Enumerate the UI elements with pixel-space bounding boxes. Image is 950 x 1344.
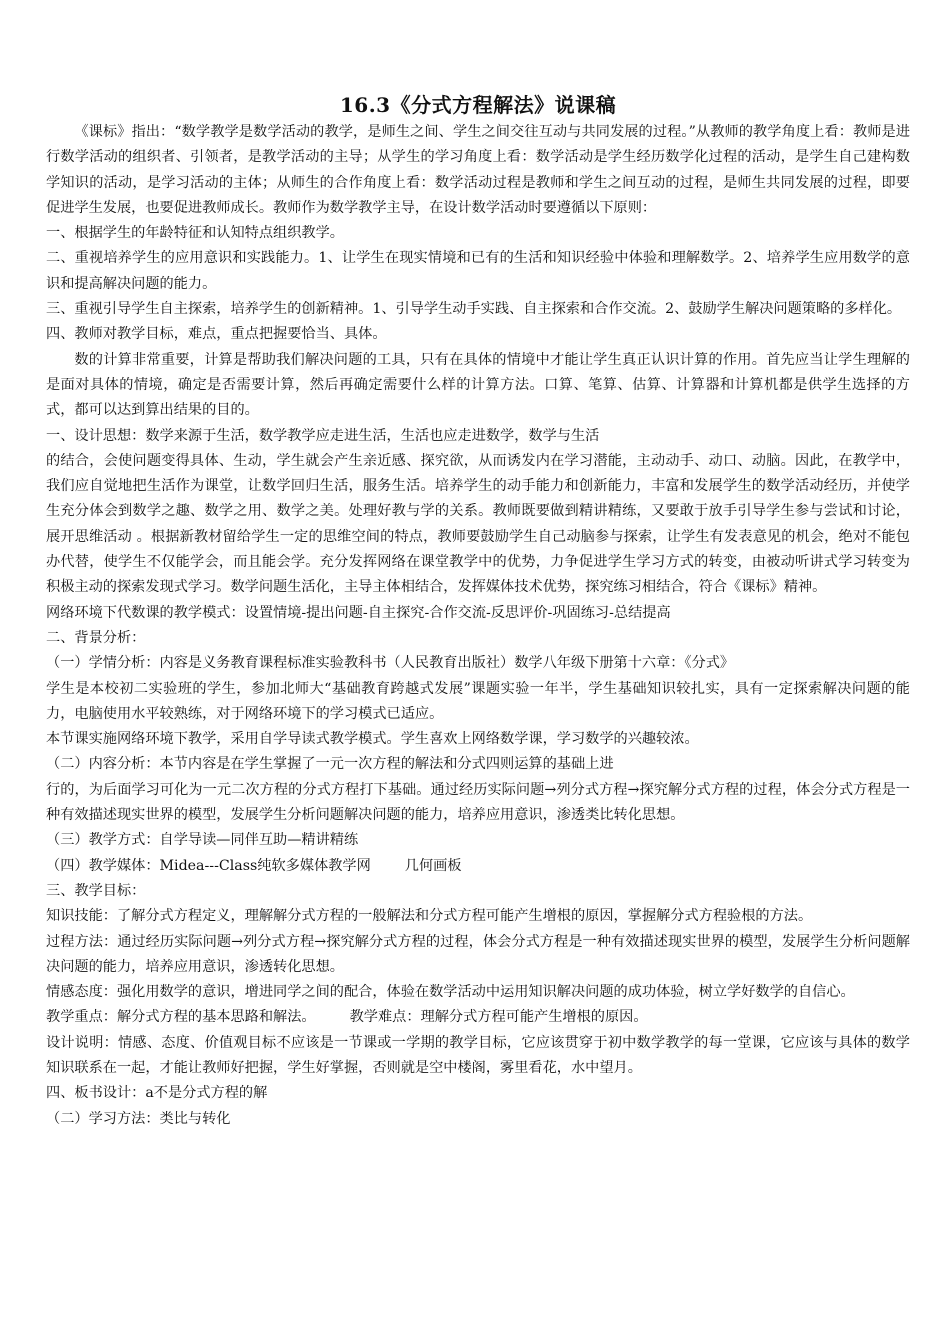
paragraph-teaching-media [46, 854, 910, 879]
paragraph-teaching-method: （三）教学方式：自学导读—同伴互助—精讲精练 [46, 832, 359, 849]
document-title: 16.3《分式方程解法》说课稿 [339, 93, 617, 117]
paragraph-learning-method: （二）学习方法：类比与转化 [46, 1110, 231, 1127]
paragraph-calculation: 数的计算非常重要，计算是帮助我们解决问题的工具，只有在具体的情境中才能让学生真正认识计算的作用。首先应当让学生理解的是面对具体的情境，确定是否需要计算，然后再确定需要什么样的计算方法。口算、笔算、估算、计算器和计算机都是供学生选择的方式，都可以达到算出结果的目的。 [46, 351, 910, 419]
section-board-design: 四、板书设计：a不是分式方程的解 [46, 1085, 268, 1102]
paragraph-content-detail: 行的，为后面学习可化为一元二次方程的分式方程打下基础。通过经历实际问题→列分式方程→探究解分式方程的过程，体会分式方程是一种有效描述现实世界的模型，发展学生分析问题解决问题的能力，培养应用意识，渗透类比转化思想。 [46, 781, 910, 824]
key-point: 教学重点：解分式方程的基本思路和解法。 [46, 1009, 316, 1026]
paragraph-emotion-attitude: 情感态度：强化用数学的意识，增进同学之间的配合，体验在数学活动中运用知识解决问题的成功体验，树立学好数学的自信心。 [46, 984, 855, 1001]
principle-1: 一、根据学生的年龄特征和认知特点组织教学。 [46, 225, 344, 242]
section-design-idea-heading: 一、设计思想：数学来源于生活，数学教学应走进生活，生活也应走进数学，数学与生活 [46, 427, 600, 444]
paragraph-network-teaching: 本节课实施网络环境下教学，采用自学导读式教学模式。学生喜欢上网络数学课，学习数学的兴趣较浓。 [46, 731, 699, 748]
difficult-point: 教学难点：理解分式方程可能产生增根的原因。 [349, 1009, 648, 1026]
paragraph-knowledge-skills: 知识技能：了解分式方程定义，理解解分式方程的一般解法和分式方程可能产生增根的原因，掌握解分式方程验根的方法。 [46, 908, 813, 925]
paragraph-student-analysis: （一）学情分析：内容是义务教育课程标准实验教科书（人民教育出版社）数学八年级下册第十六章：《分式》 [46, 655, 735, 672]
paragraph-curriculum-standard: 《课标》指出：“数学教学是数学活动的教学，是师生之间、学生之间交往互动与共同发展的过程。”从教师的教学角度上看：教师是进行数学活动的组织者、引领者，是教学活动的主导；从学生的学习角度上看：数学活动是学生经历数学化过程的活动，是学生自己建构数学知识的活动，是学习活动的主体；从师生的合作角度上看：数学活动过程是教师和学生之间互动的过程，是师生共同发展的过程，即要促进学生发展，也要促进教师成长。教师作为数学教学主导，在设计数学活动时要遵循以下原则： [46, 124, 910, 216]
principle-3: 三、重视引导学生自主探索，培养学生的创新精神。1、引导学生动手实践、自主探索和合作交流。2、鼓励学生解决问题策略的多样化。 [46, 301, 902, 318]
section-objectives-heading: 三、教学目标： [46, 882, 146, 899]
paragraph-student-description: 学生是本校初二实验班的学生，参加北师大“基础教育跨越式发展”课题实验一年半，学生基础知识较扎实，具有一定探索解决问题的能力，电脑使用水平较熟练，对于网络环境下的学习模式已适应。 [46, 680, 910, 722]
paragraph-design-note: 设计说明：情感、态度、价值观目标不应该是一节课或一学期的教学目标，它应该贯穿于初中数学教学的每一堂课，它应该与具体的数学知识联系在一起，才能让教师好把握，学生好掌握，否则就是空中楼阁，雾里看花，水中望月。 [46, 1034, 910, 1076]
paragraph-design-idea: 的结合，会使问题变得具体、生动，学生就会产生亲近感、探究欲，从而诱发内在学习潜能，主动动手、动口、动脑。因此，在教学中，我们应自觉地把生活作为课堂，让数学回归生活，服务生活。培养学生的动手能力和创新能力，丰富和发展学生的数学活动经历，并使学生充分体会到数学之趣、数学之用、数学之美。处理好教与学的关系。教师既要做到精讲精练，又要敢于放手引导学生参与尝试和讨论，展开思维活动 。根据新教材留给学生一定的思维空间的特点，教师要鼓励学生自己动脑参与探索，让学生有发表意见的机会，绝对不能包办代替，使学生不仅能学会，而且能会学。充分发挥网络在课堂教学中的优势，力争促进学生学习方式的转变，由被动听讲式学习转变为积极主动的探索发现式学习。数学问题生活化，主导主体相结合，发挥媒体技术优势，探究练习相结合，符合《课标》精神。 [46, 452, 910, 596]
media-geometry-sketchpad: 几何画板 [404, 857, 462, 874]
media-text: （四）教学媒体：Midea---Class纯软多媒体教学网 [46, 857, 371, 874]
paragraph-key-difficult-points [46, 1005, 910, 1030]
section-background-heading: 二、背景分析： [46, 629, 146, 646]
principle-4: 四、教师对教学目标，难点，重点把握要恰当、具体。 [46, 326, 387, 343]
paragraph-process-method: 过程方法：通过经历实际问题→列分式方程→探究解分式方程的过程，体会分式方程是一种有效描述现实世界的模型，发展学生分析问题解决问题的能力，培养应用意识，渗透转化思想。 [46, 933, 910, 975]
paragraph-content-analysis: （二）内容分析：本节内容是在学生掌握了一元一次方程的解法和分式四则运算的基础上进 [46, 756, 614, 773]
principle-2: 二、重视培养学生的应用意识和实践能力。1、让学生在现实情境和已有的生活和知识经验中体验和理解数学。2、培养学生应用数学的意识和提高解决问题的能力。 [46, 250, 910, 292]
document-page [46, 90, 910, 1132]
paragraph-teaching-model: 网络环境下代数课的教学模式：设置情境-提出问题-自主探究-合作交流-反思评价-巩固练习-总结提高 [46, 604, 671, 621]
